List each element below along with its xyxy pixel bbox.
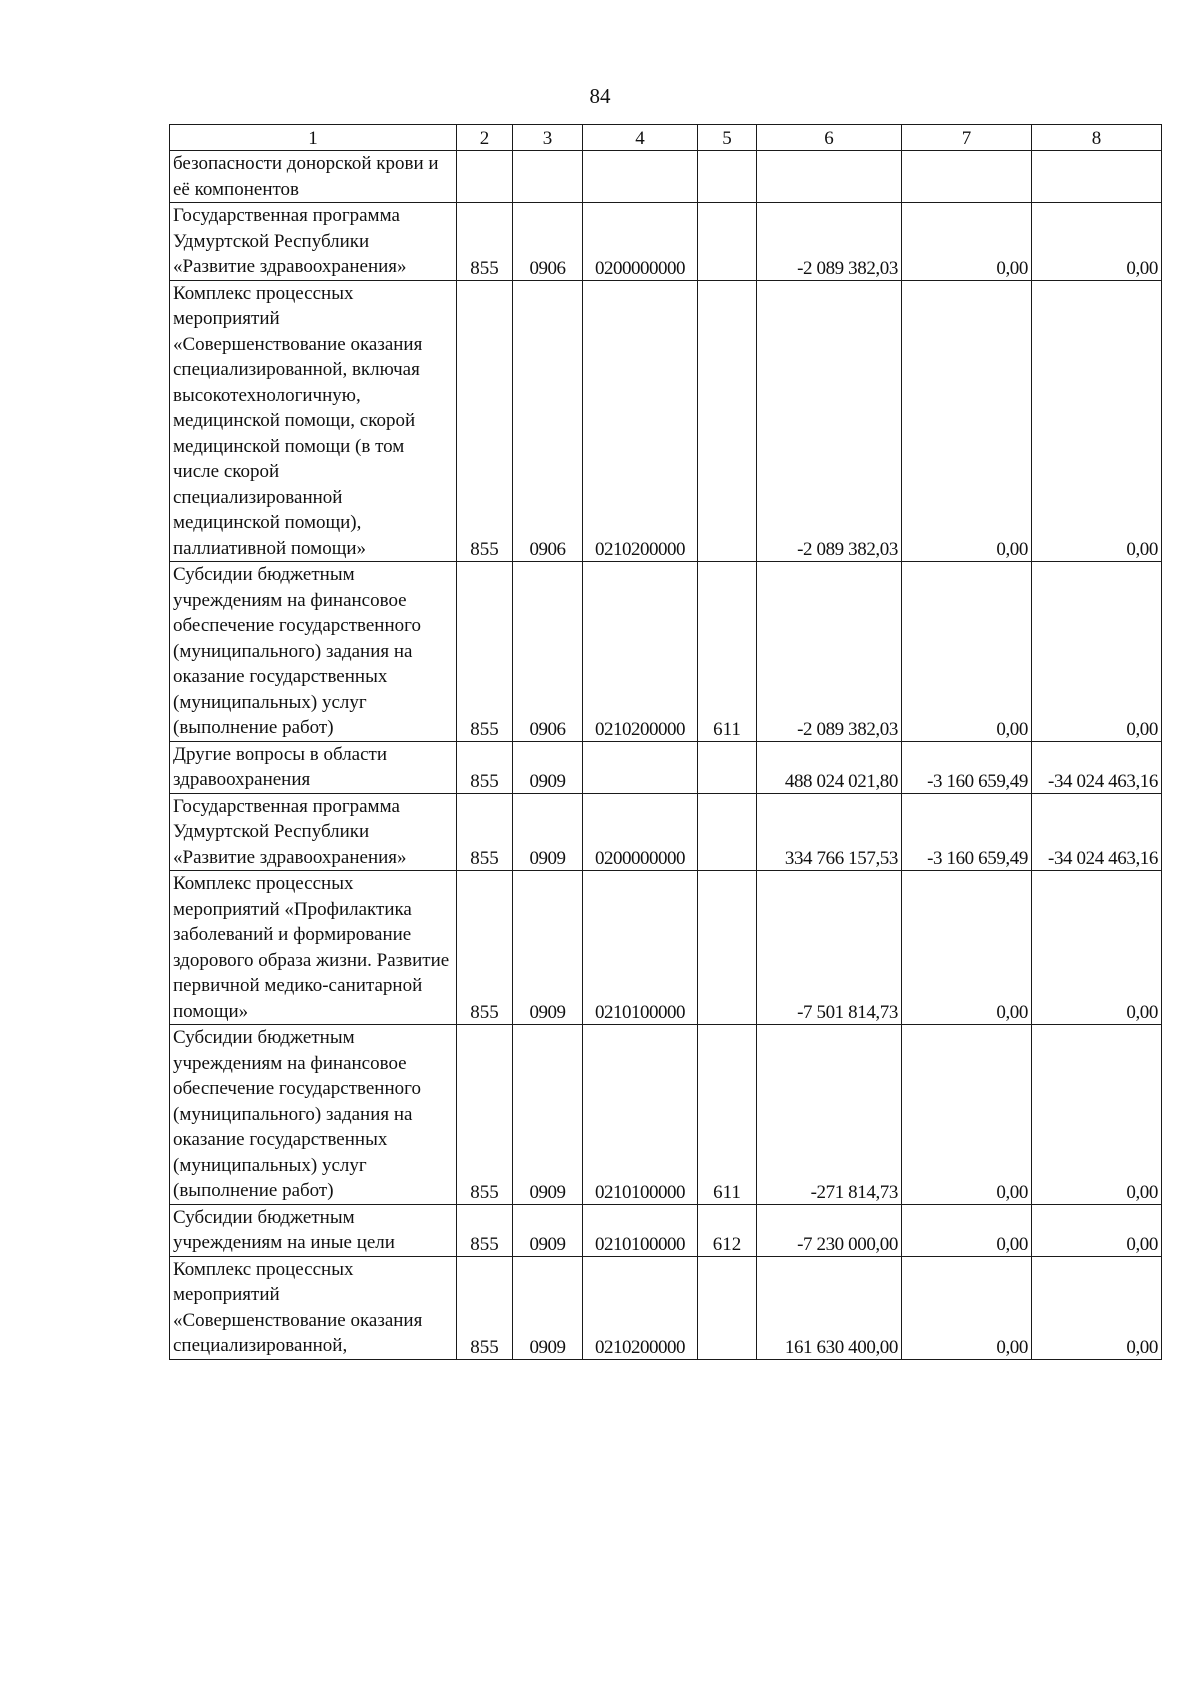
amount-col6-cell: -7 501 814,73 [757,871,902,1025]
target-article-cell: 0210200000 [583,562,698,742]
row-label-cell: Комплекс процессных мероприятий «Совершенствование оказания специализированной, включая высокотехнологичную, медицинской помощи, скорой медицинской помощи (в том числе скорой специализированной медицинской помощи), паллиативной помощи» [170,280,457,562]
section-code-cell: 0906 [513,280,583,562]
amount-col6-cell: 161 630 400,00 [757,1256,902,1359]
chapter-code-cell: 855 [457,741,513,793]
column-header: 3 [513,125,583,151]
amount-col8-cell: 0,00 [1032,871,1162,1025]
table-row [170,871,1162,1025]
amount-col6-cell: -2 089 382,03 [757,562,902,742]
target-article-cell [583,741,698,793]
expense-type-cell: 611 [698,562,757,742]
page-number: 84 [589,84,611,108]
amount-col8-cell: -34 024 463,16 [1032,793,1162,871]
expense-type-cell: 612 [698,1204,757,1256]
header-row [170,125,1162,151]
column-header: 5 [698,125,757,151]
amount-col6-cell: -271 814,73 [757,1025,902,1205]
expense-type-cell: 611 [698,1025,757,1205]
expense-type-cell [698,151,757,203]
target-article-cell [583,151,698,203]
section-code-cell: 0909 [513,1204,583,1256]
chapter-code-cell: 855 [457,203,513,281]
amount-col8-cell: 0,00 [1032,1256,1162,1359]
amount-col8-cell: -34 024 463,16 [1032,741,1162,793]
amount-col6-cell: 334 766 157,53 [757,793,902,871]
section-code-cell: 0909 [513,1256,583,1359]
target-article-cell: 0210100000 [583,871,698,1025]
table-row [170,1256,1162,1359]
amount-col7-cell: 0,00 [902,1204,1032,1256]
column-header: 1 [170,125,457,151]
section-code-cell: 0909 [513,871,583,1025]
section-code-cell: 0906 [513,562,583,742]
amount-col8-cell: 0,00 [1032,562,1162,742]
row-label-cell: Субсидии бюджетным учреждениям на иные цели [170,1204,457,1256]
row-label-cell: Государственная программа Удмуртской Республики «Развитие здравоохранения» [170,793,457,871]
amount-col7-cell: 0,00 [902,280,1032,562]
target-article-cell: 0200000000 [583,203,698,281]
table-row [170,741,1162,793]
amount-col6-cell: -2 089 382,03 [757,203,902,281]
target-article-cell: 0210100000 [583,1025,698,1205]
table-row [170,280,1162,562]
amount-col7-cell: 0,00 [902,203,1032,281]
row-label-cell: Государственная программа Удмуртской Республики «Развитие здравоохранения» [170,203,457,281]
expense-type-cell [698,203,757,281]
amount-col7-cell: 0,00 [902,1025,1032,1205]
table-row [170,151,1162,203]
expense-type-cell [698,280,757,562]
amount-col8-cell: 0,00 [1032,280,1162,562]
section-code-cell: 0909 [513,793,583,871]
table-row [170,793,1162,871]
amount-col8-cell [1032,151,1162,203]
amount-col6-cell [757,151,902,203]
amount-col6-cell: -2 089 382,03 [757,280,902,562]
section-code-cell: 0909 [513,1025,583,1205]
section-code-cell: 0909 [513,741,583,793]
chapter-code-cell: 855 [457,1256,513,1359]
chapter-code-cell: 855 [457,280,513,562]
row-label-cell: Субсидии бюджетным учреждениям на финансовое обеспечение государственного (муниципального) задания на оказание государственных (муниципальных) услуг (выполнение работ) [170,562,457,742]
expense-type-cell [698,793,757,871]
amount-col7-cell: 0,00 [902,562,1032,742]
target-article-cell: 0210100000 [583,1204,698,1256]
target-article-cell: 0210200000 [583,1256,698,1359]
column-header: 4 [583,125,698,151]
expense-type-cell [698,741,757,793]
amount-col8-cell: 0,00 [1032,1025,1162,1205]
table-row [170,562,1162,742]
column-header: 7 [902,125,1032,151]
amount-col7-cell [902,151,1032,203]
table-row [170,1025,1162,1205]
chapter-code-cell [457,151,513,203]
amount-col7-cell: 0,00 [902,1256,1032,1359]
chapter-code-cell: 855 [457,793,513,871]
amount-col6-cell: -7 230 000,00 [757,1204,902,1256]
target-article-cell: 0200000000 [583,793,698,871]
column-header: 6 [757,125,902,151]
row-label-cell: Субсидии бюджетным учреждениям на финансовое обеспечение государственного (муниципального) задания на оказание государственных (муниципальных) услуг (выполнение работ) [170,1025,457,1205]
amount-col7-cell: -3 160 659,49 [902,741,1032,793]
table-row [170,1204,1162,1256]
row-label-cell: Другие вопросы в области здравоохранения [170,741,457,793]
amount-col8-cell: 0,00 [1032,1204,1162,1256]
expense-type-cell [698,871,757,1025]
amount-col6-cell: 488 024 021,80 [757,741,902,793]
expense-type-cell [698,1256,757,1359]
row-label-cell: Комплекс процессных мероприятий «Профилактика заболеваний и формирование здорового образа жизни. Развитие первичной медико-санитарной помощи» [170,871,457,1025]
section-code-cell: 0906 [513,203,583,281]
section-code-cell [513,151,583,203]
budget-table [169,124,1162,1360]
row-label-cell: безопасности донорской крови и её компонентов [170,151,457,203]
row-label-cell: Комплекс процессных мероприятий «Совершенствование оказания специализированной, [170,1256,457,1359]
amount-col7-cell: -3 160 659,49 [902,793,1032,871]
chapter-code-cell: 855 [457,562,513,742]
amount-col7-cell: 0,00 [902,871,1032,1025]
target-article-cell: 0210200000 [583,280,698,562]
column-header: 8 [1032,125,1162,151]
amount-col8-cell: 0,00 [1032,203,1162,281]
column-header: 2 [457,125,513,151]
chapter-code-cell: 855 [457,1204,513,1256]
chapter-code-cell: 855 [457,1025,513,1205]
chapter-code-cell: 855 [457,871,513,1025]
table-row [170,203,1162,281]
